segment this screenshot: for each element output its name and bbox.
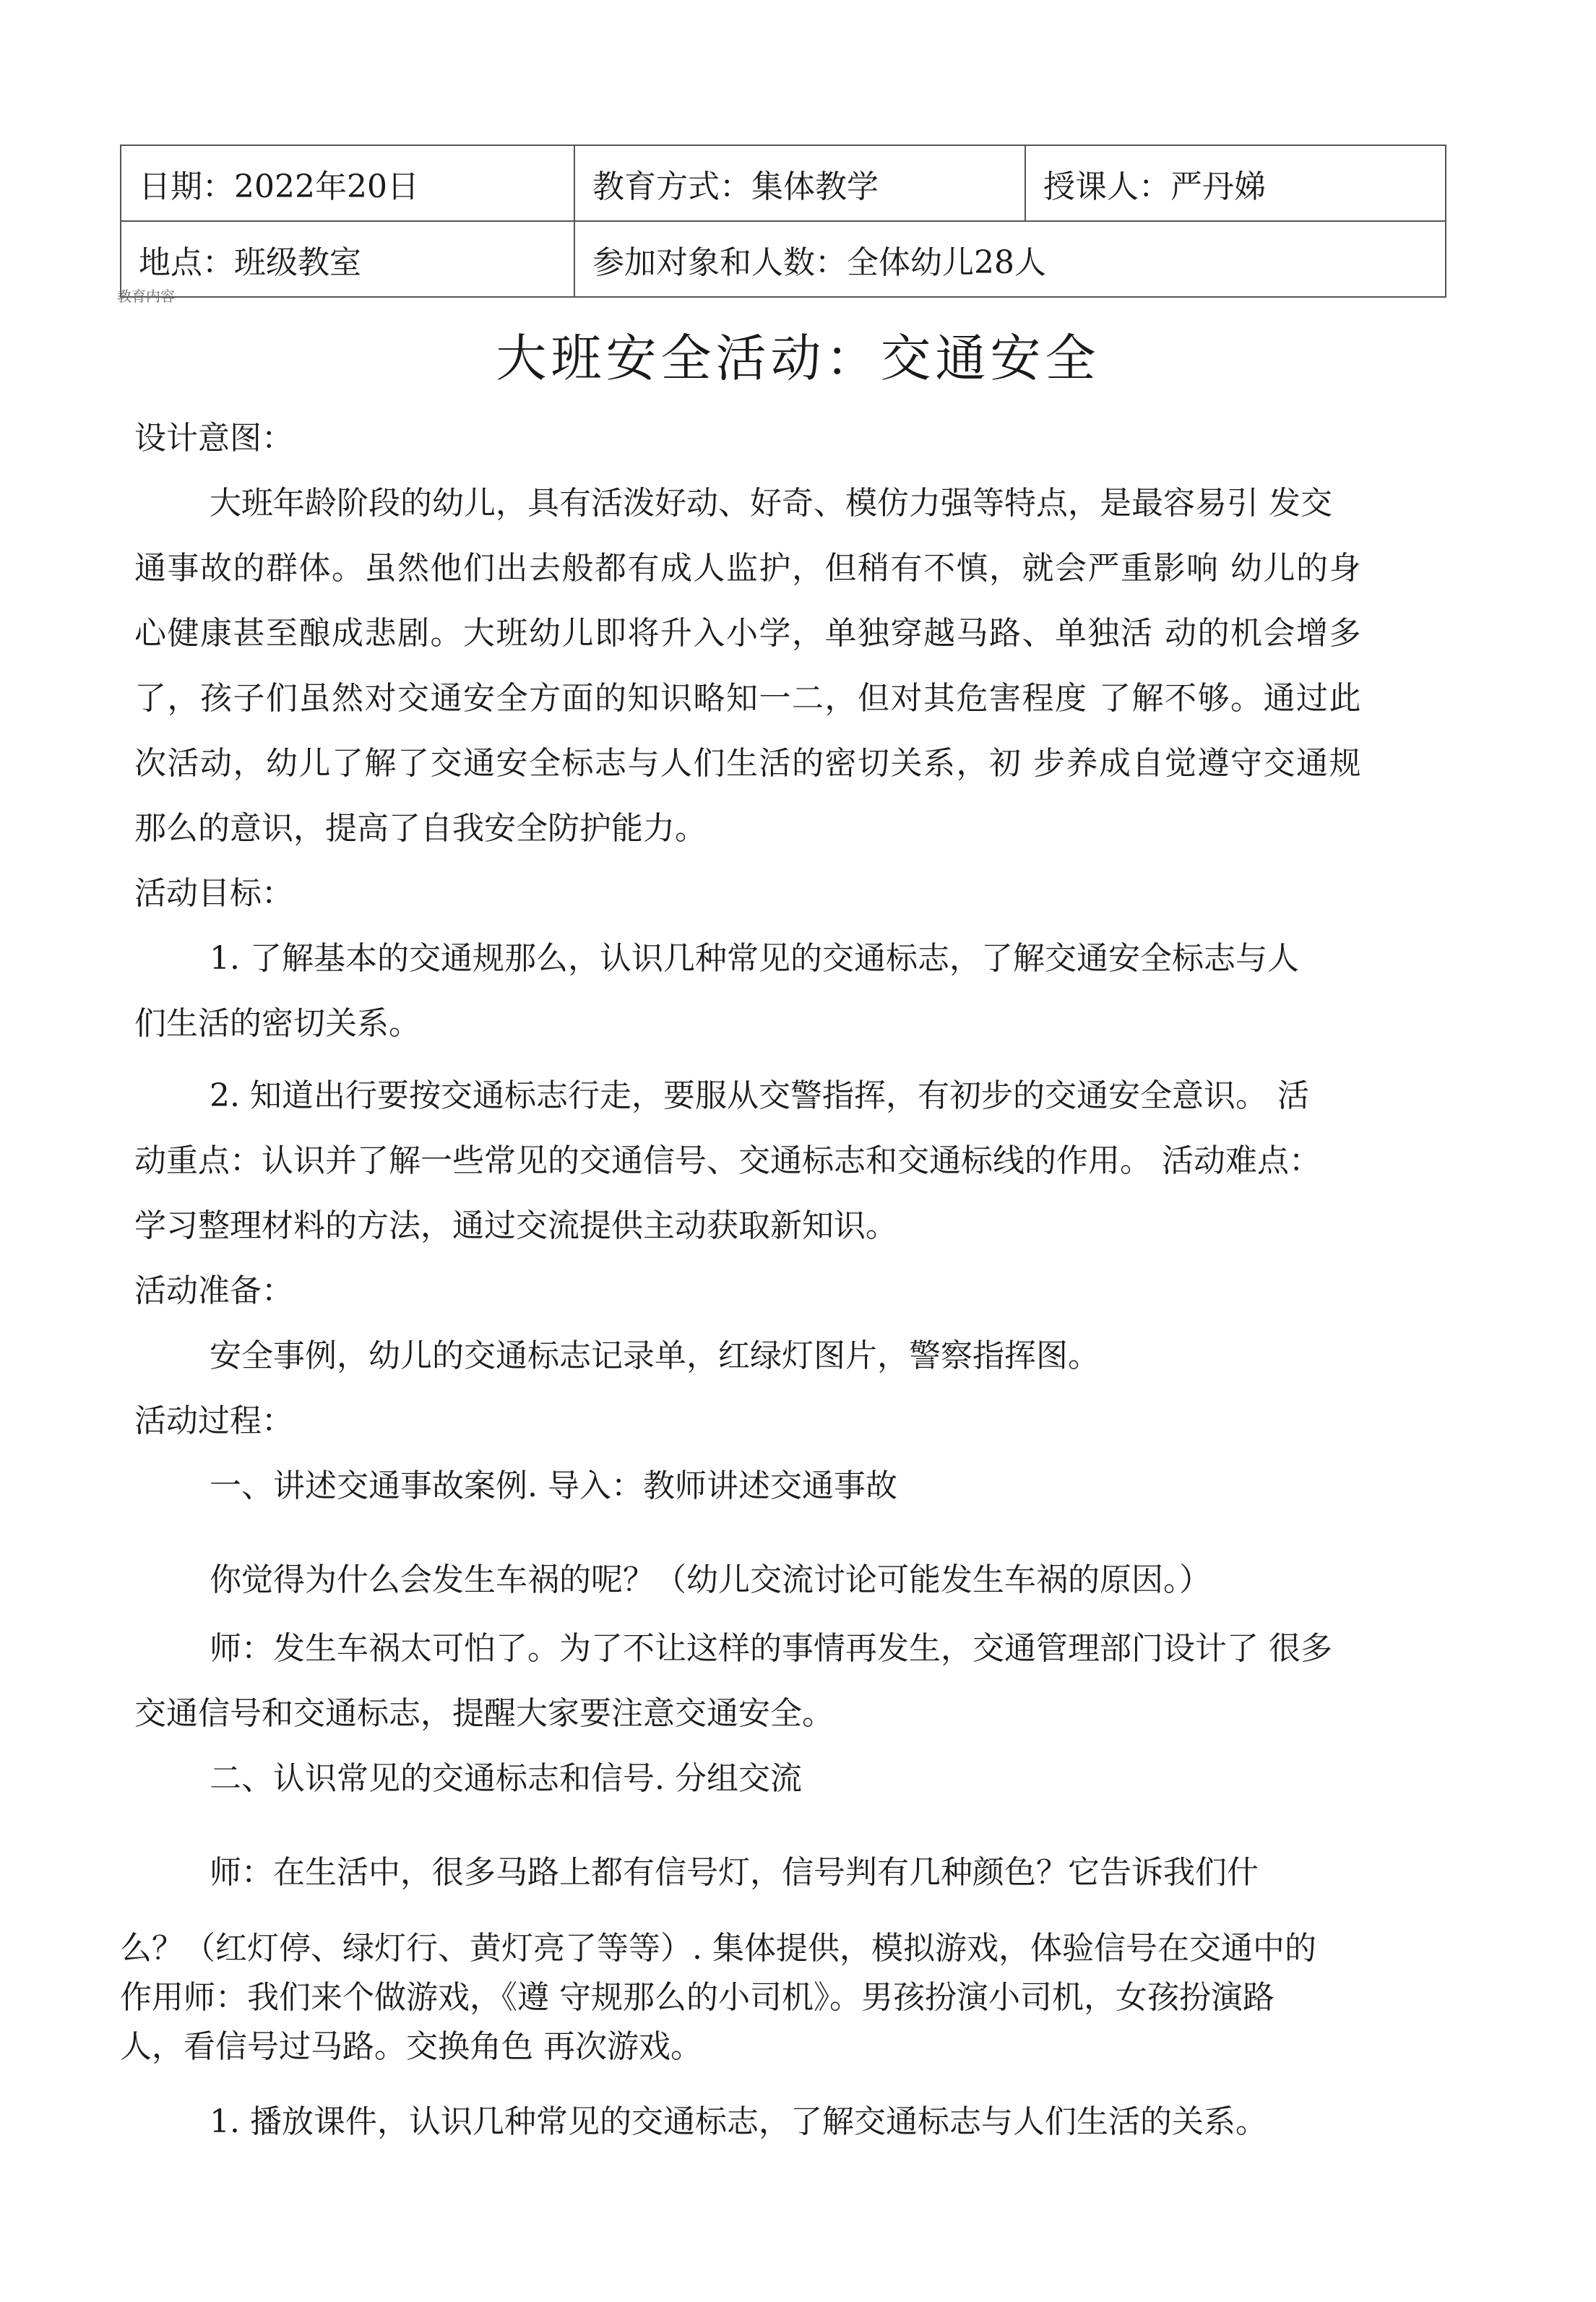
paragraph-line: 了，孩子们虽然对交通安全方面的知识略知一二，但对其危害程度 了解不够。通过此 <box>134 680 1362 717</box>
paragraph-line: 师：在生活中，很多马路上都有信号灯，信号判有几种颜色？它告诉我们什 <box>210 1854 1259 1891</box>
paragraph-line: 安全事例，幼儿的交通标志记录单，红绿灯图片，警察指挥图。 <box>210 1337 1100 1374</box>
heading-design-intent: 设计意图： <box>134 420 293 457</box>
paragraph-line: 作用师：我们来个做游戏，《遵 守规那么的小司机》。男孩扮演小司机，女孩扮演路 <box>120 1979 1274 2016</box>
heading-goals: 活动目标： <box>134 875 293 912</box>
paragraph-line: 一、讲述交通事故案例. 导入：教师讲述交通事故 <box>210 1467 897 1504</box>
info-table <box>120 145 1446 298</box>
heading-process: 活动过程： <box>134 1402 293 1439</box>
location-cell: 地点：班级教室 <box>121 221 574 297</box>
method-cell: 教育方式：集体教学 <box>574 145 1025 221</box>
paragraph-line: 学习整理材料的方法，通过交流提供主动获取新知识。 <box>134 1207 897 1244</box>
paragraph-line: 师：发生车祸太可怕了。为了不让这样的事情再发生，交通管理部门设计了 很多 <box>210 1630 1332 1667</box>
paragraph-line: 次活动，幼儿了解了交通安全标志与人们生活的密切关系，初 步养成自觉遵守交通规 <box>134 745 1362 782</box>
paragraph-line: 通事故的群体。虽然他们出去般都有成人监护，但稍有不慎，就会严重影响 幼儿的身 <box>134 550 1362 587</box>
paragraph-line: 那么的意识，提高了自我安全防护能力。 <box>134 810 707 847</box>
date-cell: 日期：2022年20日 <box>121 145 574 221</box>
paragraph-line: 2. 知道出行要按交通标志行走，要服从交警指挥，有初步的交通安全意识。 活 <box>210 1077 1309 1114</box>
paragraph-line: 你觉得为什么会发生车祸的呢？（幼儿交流讨论可能发生车祸的原因。） <box>210 1561 1211 1598</box>
participants-cell: 参加对象和人数：全体幼儿28人 <box>574 221 1446 297</box>
paragraph-line: 人，看信号过马路。交换角色 再次游戏。 <box>120 2028 702 2065</box>
paragraph-line: 二、认识常见的交通标志和信号. 分组交流 <box>210 1760 802 1797</box>
paragraph-line: 1. 了解基本的交通规那么，认识几种常见的交通标志，了解交通安全标志与人 <box>210 940 1299 977</box>
paragraph-line: 动重点：认识并了解一些常见的交通信号、交通标志和交通标线的作用。 活动难点： <box>134 1142 1321 1179</box>
paragraph-line: 大班年龄阶段的幼儿，具有活泼好动、好奇、模仿力强等特点，是最容易引 发交 <box>210 485 1332 522</box>
paragraph-line: 交通信号和交通标志，提醒大家要注意交通安全。 <box>134 1695 834 1732</box>
paragraph-line: 1. 播放课件，认识几种常见的交通标志，了解交通标志与人们生活的关系。 <box>210 2103 1267 2140</box>
heading-preparation: 活动准备： <box>134 1272 293 1309</box>
paragraph-line: 们生活的密切关系。 <box>134 1005 420 1042</box>
paragraph-line: 么？（红灯停、绿灯行、黄灯亮了等等）. 集体提供，模拟游戏，体验信号在交通中的 <box>120 1930 1316 1967</box>
teacher-cell: 授课人：严丹娣 <box>1025 145 1446 221</box>
paragraph-line: 心健康甚至酿成悲剧。大班幼儿即将升入小学，单独穿越马路、单独活 动的机会增多 <box>134 615 1362 652</box>
small-label: 教育内容 <box>117 288 175 305</box>
page-title: 大班安全活动：交通安全 <box>496 329 1100 388</box>
